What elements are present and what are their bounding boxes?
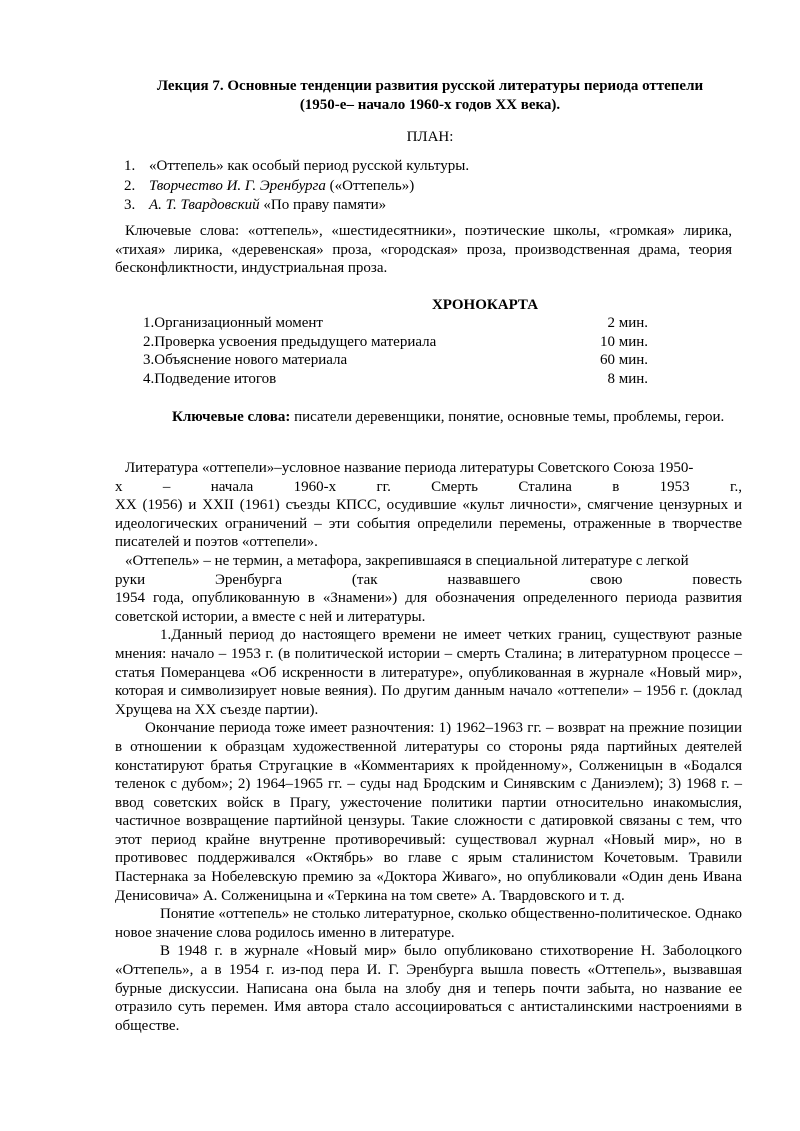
keywords-text: Ключевые слова: «оттепель», «шестидесятники», поэтические школы, «громкая» лирика, «тихая» лирика, «деревенская» проза, «городская» проза, производственная драма, теория бесконфликтности, индустриальная проза. — [115, 223, 732, 277]
plan-item — [124, 157, 469, 177]
chronomap-step: 3.Объяснение нового материала — [143, 352, 348, 369]
plan-item-number: 1. — [124, 158, 136, 174]
chronomap-time: 8 мин. — [607, 370, 648, 387]
plan-item — [124, 196, 469, 216]
lecture-title — [110, 77, 750, 115]
plan-item-italic: А. Т. Твардовский — [149, 197, 260, 213]
plan-item-number: 2. — [124, 177, 136, 194]
body-text — [115, 459, 742, 1035]
paragraph-1-line-1: Литература «оттепели»–условное название периода литературы Советского Союза 1950- — [125, 460, 694, 476]
plan-heading: ПЛАН: — [406, 129, 454, 145]
paragraph-5: Понятие «оттепель» не столько литературное, сколько общественно-политическое. Однако новое значение слова родилось именно в литературе. — [115, 906, 742, 941]
plan-item-tail: («Оттепель») — [325, 177, 415, 194]
paragraph-1: XX (1956) и XXII (1961) съезды КПСС, осудившие «культ личности», смягчение цензурных и идеологических ограничений – эти события определили перемены, отраженные в творчестве писателей и поэтов «оттепели». — [115, 497, 742, 551]
plan-list — [124, 157, 469, 216]
paragraph-2: 1954 года, опубликованную в «Знамени») для обозначения определенного периода развития советской истории, а вместе с ней и литературы. — [115, 590, 742, 625]
paragraph-4: Окончание периода тоже имеет разночтения: 1) 1962–1963 гг. – возврат на прежние позиции в отношении к образцам художественной литературы со стороны ряда партийных деятелей констатируют братья Стругацкие в «Комментариях к пройденному», Солженицын в «Бодался теленок с дубом»; 2) 1964–1965 гг. – суды над Бродским и Синявским с Даниэлем); 3) 1968 г. – ввод советских войск в Прагу, ужесточение политики партии относительно инакомыслия, частичное возвращение партийной цензуры. Такие сложности с датировкой связаны с тем, что этот период крайне внутренне противоречивый: существовал журнал «Новый мир», но в противовес поддерживался «Октябрь» во главе с ярым сталинистом Кочетовым. Травили Пастернака за Нобелевскую премию за «Доктора Живаго», но опубликовали «Один день Ивана Денисовича» А. Солженицына и «Теркина на том свете» А. Твардовского и т. д. — [115, 720, 742, 904]
plan-item — [124, 177, 469, 197]
keywords2-label: Ключевые слова: — [172, 409, 291, 425]
paragraph-1-line-2: х – начала 1960-х гг. Смерть Сталина в 1953 г., — [115, 478, 742, 495]
plan-item-number: 3. — [124, 197, 136, 213]
paragraph-3: 1.Данный период до настоящего времени не имеет четких границ, существуют разные мнения: начало – 1953 г. (в политической истории – смерть Сталина; в литературном процессе – статья Померанцева «Об искренности в литературе», опубликованная в журнале «Новый мир», которая и символизирует новые веяния). По другим данным начало «оттепели» – 1956 г. (доклад Хрущева на XX съезде партии). — [115, 627, 742, 718]
title-line-1: Лекция 7. Основные тенденции развития русской литературы периода оттепели — [156, 78, 704, 94]
chronomap-title: ХРОНОКАРТА — [431, 297, 539, 313]
chronomap-row — [143, 333, 648, 352]
chronomap-list — [143, 314, 648, 388]
keywords-paragraph — [115, 222, 732, 278]
chronomap-row — [143, 314, 648, 333]
chronomap-row — [143, 370, 648, 389]
chronomap-step: 2.Проверка усвоения предыдущего материала — [143, 333, 437, 350]
chronomap-time: 10 мин. — [599, 333, 648, 350]
title-line-2: (1950-е– начало 1960-х годов XX века). — [299, 97, 561, 113]
plan-item-tail: «По праву памяти» — [259, 197, 387, 213]
paragraph-2-line-2: руки Эренбурга (так назвавшего свою повесть — [115, 571, 742, 588]
chronomap-row — [143, 351, 648, 370]
keywords2-paragraph — [115, 408, 742, 427]
keywords2-text: писатели деревенщики, понятие, основные темы, проблемы, герои. — [290, 409, 725, 425]
paragraph-2-line-1: «Оттепель» – не термин, а метафора, закрепившаяся в специальной литературе с легкой — [125, 552, 689, 569]
chronomap-step: 4.Подведение итогов — [143, 370, 277, 387]
paragraph-6: В 1948 г. в журнале «Новый мир» было опубликовано стихотворение Н. Заболоцкого «Оттепель», а в 1954 г. из-под пера И. Г. Эренбурга вышла повесть «Оттепель», вызвавшая бурные дискуссии. Написана она была на злобу дня и теперь почти забыта, но название ее отразило суть перемен. Имя автора стало ассоциироваться с антисталинскими настроениями в обществе. — [115, 943, 742, 1034]
plan-item-italic: Творчество И. Г. Эренбурга — [149, 177, 326, 194]
plan-item-text: «Оттепель» как особый период русской культуры. — [149, 158, 470, 174]
chronomap-time: 2 мин. — [607, 315, 648, 331]
chronomap-step: 1.Организационный момент — [143, 315, 323, 331]
chronomap-time: 60 мин. — [599, 352, 648, 369]
